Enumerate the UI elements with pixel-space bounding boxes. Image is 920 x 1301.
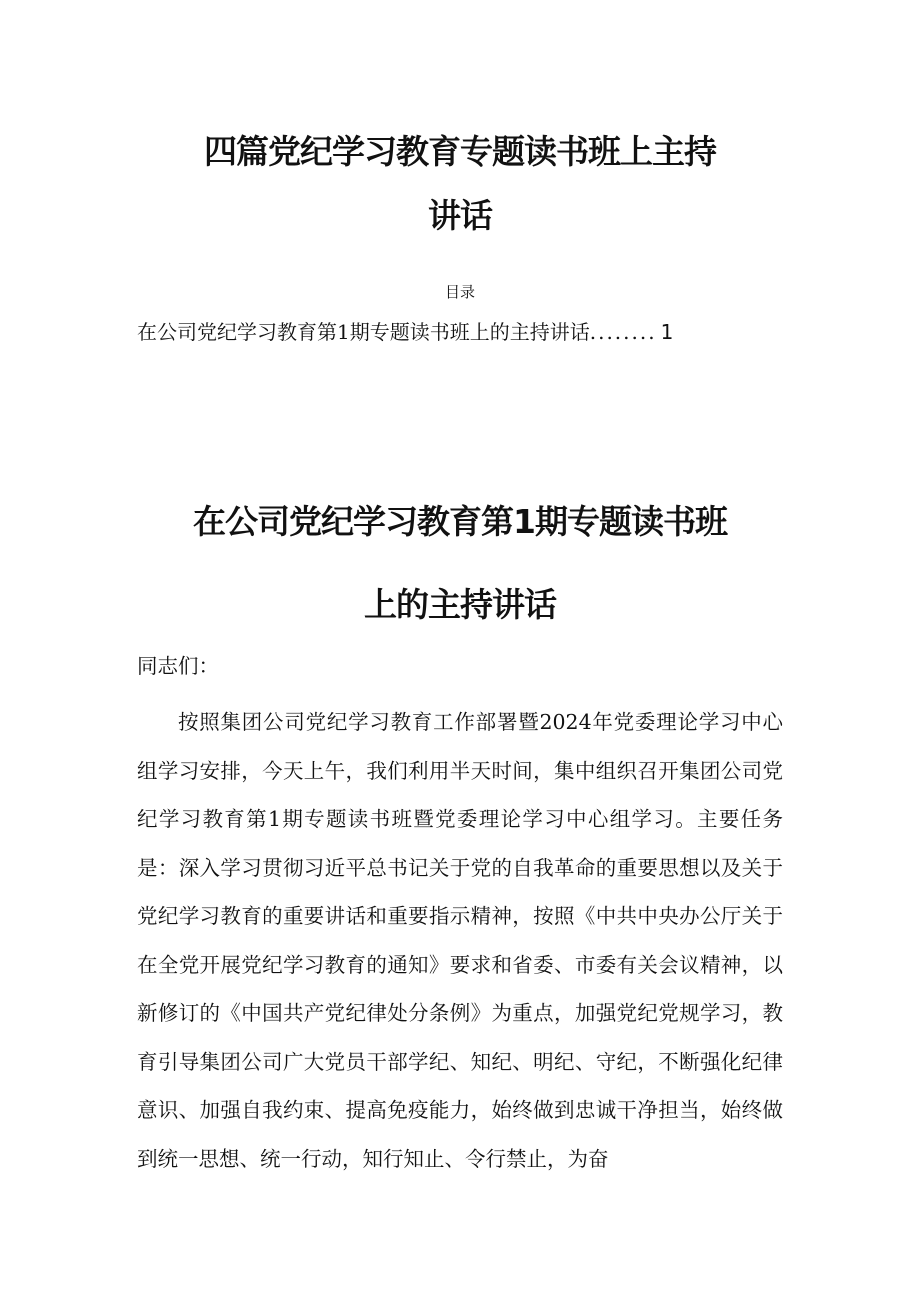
salutation: 同志们： xyxy=(137,654,219,678)
toc-entry-leader: ........ xyxy=(589,320,657,344)
body-paragraph: 按照集团公司党纪学习教育工作部署暨2024年党委理论学习中心组学习安排，今天上午，我们利用半天时间，集中组织召开集团公司党纪学习教育第1期专题读书班暨党委理论学习中心组学习。主要任务是：深入学习贯彻习近平总书记关于党的自我革命的重要思想以及关于党纪学习教育的重要讲话和重要指示精神，按照《中共中央办公厅关于在全党开展党纪学习教育的通知》要求和省委、市委有关会议精神，以新修订的《中国共产党纪律处分条例》为重点，加强党纪党规学习，教育引导集团公司广大党员干部学纪、知纪、明纪、守纪，不断强化纪律意识、加强自我约束、提高免疫能力，始终做到忠诚干净担当，始终做到统一思想、统一行动，知行知止、令行禁止，为奋 xyxy=(137,710,783,1171)
toc-entry-text: 在公司党纪学习教育第1期专题读书班上的主持讲话 xyxy=(137,320,590,344)
section-title-line-1: 在公司党纪学习教育第1期专题读书班 xyxy=(193,502,727,541)
section-title-line-2: 上的主持讲话 xyxy=(364,585,556,624)
toc-entry[interactable] xyxy=(137,318,673,346)
toc-entry-page: 1 xyxy=(660,320,674,344)
main-title-line-2: 讲话 xyxy=(428,196,492,235)
main-title-line-1: 四篇党纪学习教育专题读书班上主持 xyxy=(204,132,716,171)
toc-label: 目录 xyxy=(444,283,475,301)
